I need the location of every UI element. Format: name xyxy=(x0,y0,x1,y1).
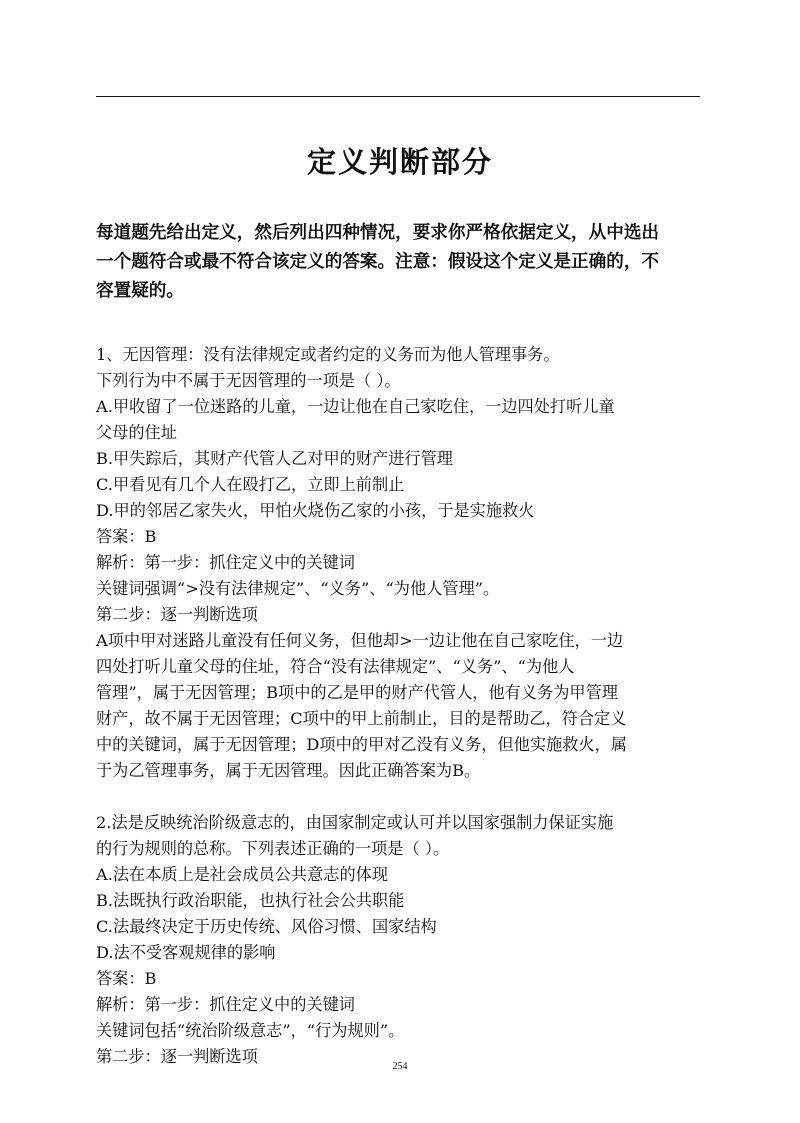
question-1-prompt: 下列行为中不属于无因管理的一项是（ ）。 xyxy=(96,371,401,390)
option-c: C.法最终决定于历史传统、风俗习惯、国家结构 xyxy=(96,917,437,936)
intro-line: 容置疑的。 xyxy=(96,281,184,301)
question-2-stem: 2.法是反映统治阶级意志的，由国家制定或认可并以国家强制力保证实施 xyxy=(96,813,614,832)
analysis-text: 管理”，属于无因管理；B项中的乙是甲的财产代管人，他有义务为甲管理 xyxy=(96,683,618,702)
analysis-step-2: 第二步：逐一判断选项 xyxy=(96,605,258,624)
option-c: C.甲看见有几个人在殴打乙，立即上前制止 xyxy=(96,475,405,494)
spacer xyxy=(96,784,716,810)
answer: 答案：B xyxy=(96,527,157,546)
option-a: A.法在本质上是社会成员公共意志的体现 xyxy=(96,865,389,884)
page-number: 254 xyxy=(392,1061,408,1072)
intro-paragraph xyxy=(96,219,702,306)
analysis-text: 于为乙管理事务，属于无因管理。因此正确答案为B。 xyxy=(96,761,481,780)
analysis-text: A项中甲对迷路儿童没有任何义务，但他却>一边让他在自己家吃住，一边 xyxy=(96,631,624,650)
analysis-step-1: 解析：第一步：抓住定义中的关键词 xyxy=(96,995,355,1014)
question-body xyxy=(96,342,716,1070)
question-2 xyxy=(96,810,716,1070)
analysis-keywords: 关键词包括“统治阶级意志”，“行为规则”。 xyxy=(96,1021,405,1040)
option-d: D.甲的邻居乙家失火，甲怕火烧伤乙家的小孩，于是实施救火 xyxy=(96,501,535,520)
analysis-text: 四处打听儿童父母的住址，符合“没有法律规定”、“义务”、“为他人 xyxy=(96,657,575,676)
analysis-text: 财产，故不属于无因管理；C项中的甲上前制止，目的是帮助乙，符合定义 xyxy=(96,709,627,728)
question-1-stem: 1、无因管理：没有法律规定或者约定的义务而为他人管理事务。 xyxy=(96,345,560,364)
question-2-prompt: 的行为规则的总称。下列表述正确的一项是（ ）。 xyxy=(96,839,450,858)
option-d: D.法不受客观规律的影响 xyxy=(96,943,276,962)
answer: 答案：B xyxy=(96,969,157,988)
page-title: 定义判断部分 xyxy=(306,145,493,179)
analysis-text: 中的关键词，属于无因管理；D项中的甲对乙没有义务，但他实施救火，属 xyxy=(96,735,627,754)
intro-line: 一个题符合或最不符合该定义的答案。注意：假设这个定义是正确的，不 xyxy=(96,252,660,272)
header-rule xyxy=(96,96,700,97)
option-b: B.甲失踪后，其财产代管人乙对甲的财产进行管理 xyxy=(96,449,453,468)
option-b: B.法既执行政治职能，也执行社会公共职能 xyxy=(96,891,405,910)
question-1 xyxy=(96,342,716,784)
option-a: A.甲收留了一位迷路的儿童，一边让他在自己家吃住，一边四处打听儿童 xyxy=(96,397,615,416)
intro-line: 每道题先给出定义，然后列出四种情况，要求你严格依据定义，从中选出 xyxy=(96,223,660,243)
option-a-cont: 父母的住址 xyxy=(96,423,177,442)
analysis-step-1: 解析：第一步：抓住定义中的关键词 xyxy=(96,553,355,572)
analysis-step-2: 第二步：逐一判断选项 xyxy=(96,1047,258,1066)
analysis-keywords: 关键词强调“>没有法律规定”、“义务”、“为他人管理”。 xyxy=(96,579,500,598)
